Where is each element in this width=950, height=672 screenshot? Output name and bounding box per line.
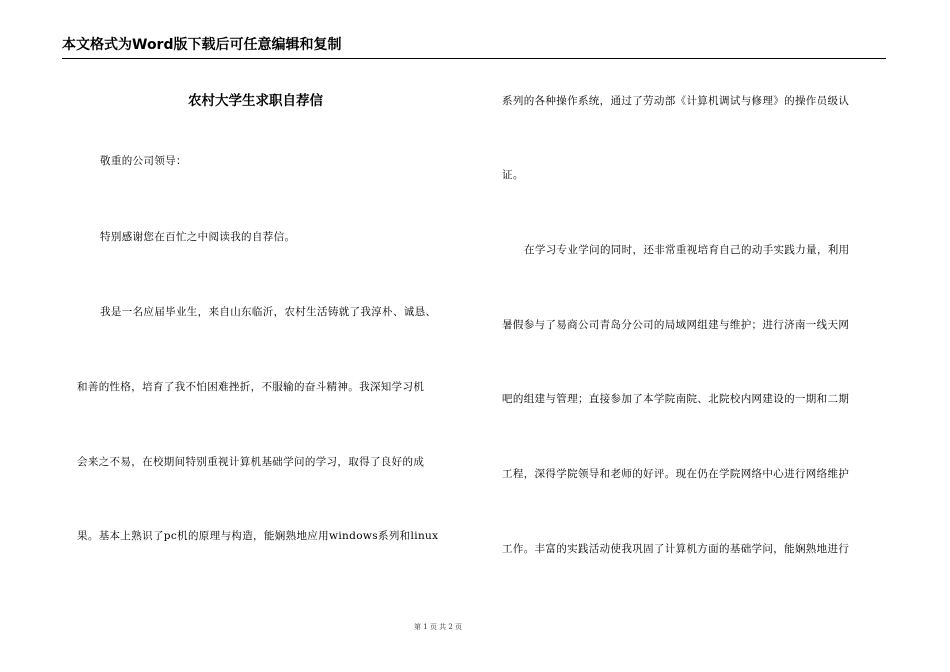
page-number: 第 1 页 共 2 页	[414, 623, 463, 631]
paragraph-line: 果。基本上熟识了pc机的原理与构造，能娴熟地应用windows系列和linux	[77, 530, 439, 542]
banner-text: 本文格式为Word版下载后可任意编辑和复制	[62, 37, 342, 53]
paragraph-line: 我是一名应届毕业生，来自山东临沂，农村生活铸就了我淳朴、诚恳、	[100, 306, 437, 318]
download-banner	[62, 36, 886, 59]
paragraph-line: 特别感谢您在百忙之中阅读我的自荐信。	[100, 231, 296, 243]
paragraph-line: 暑假参与了易商公司青岛分公司的局域网组建与维护；进行济南一线天网	[502, 319, 850, 331]
paragraph-line: 会来之不易，在校期间特别重视计算机基础学问的学习，取得了良好的成	[77, 456, 425, 468]
paragraph-line: 工作。丰富的实践活动使我巩固了计算机方面的基础学问，能娴熟地进行	[502, 543, 850, 555]
paragraph-line: 系列的各种操作系统，通过了劳动部《计算机调试与修理》的操作员级认	[502, 95, 850, 107]
paragraph-line: 工程，深得学院领导和老师的好评。现在仍在学院网络中心进行网络维护	[502, 468, 850, 480]
paragraph-line: 和善的性格，培育了我不怕困难挫折，不服输的奋斗精神。我深知学习机	[77, 381, 425, 393]
salutation-line: 敬重的公司领导：	[100, 155, 187, 167]
paragraph-line: 吧的组建与管理；直接参加了本学院南院、北院校内网建设的一期和二期	[502, 393, 850, 405]
paragraph-line: 证。	[502, 169, 524, 181]
paragraph-line: 在学习专业学问的同时，还非常重视培育自己的动手实践力量，利用	[524, 244, 850, 256]
document-title: 农村大学生求职自荐信	[188, 93, 323, 109]
